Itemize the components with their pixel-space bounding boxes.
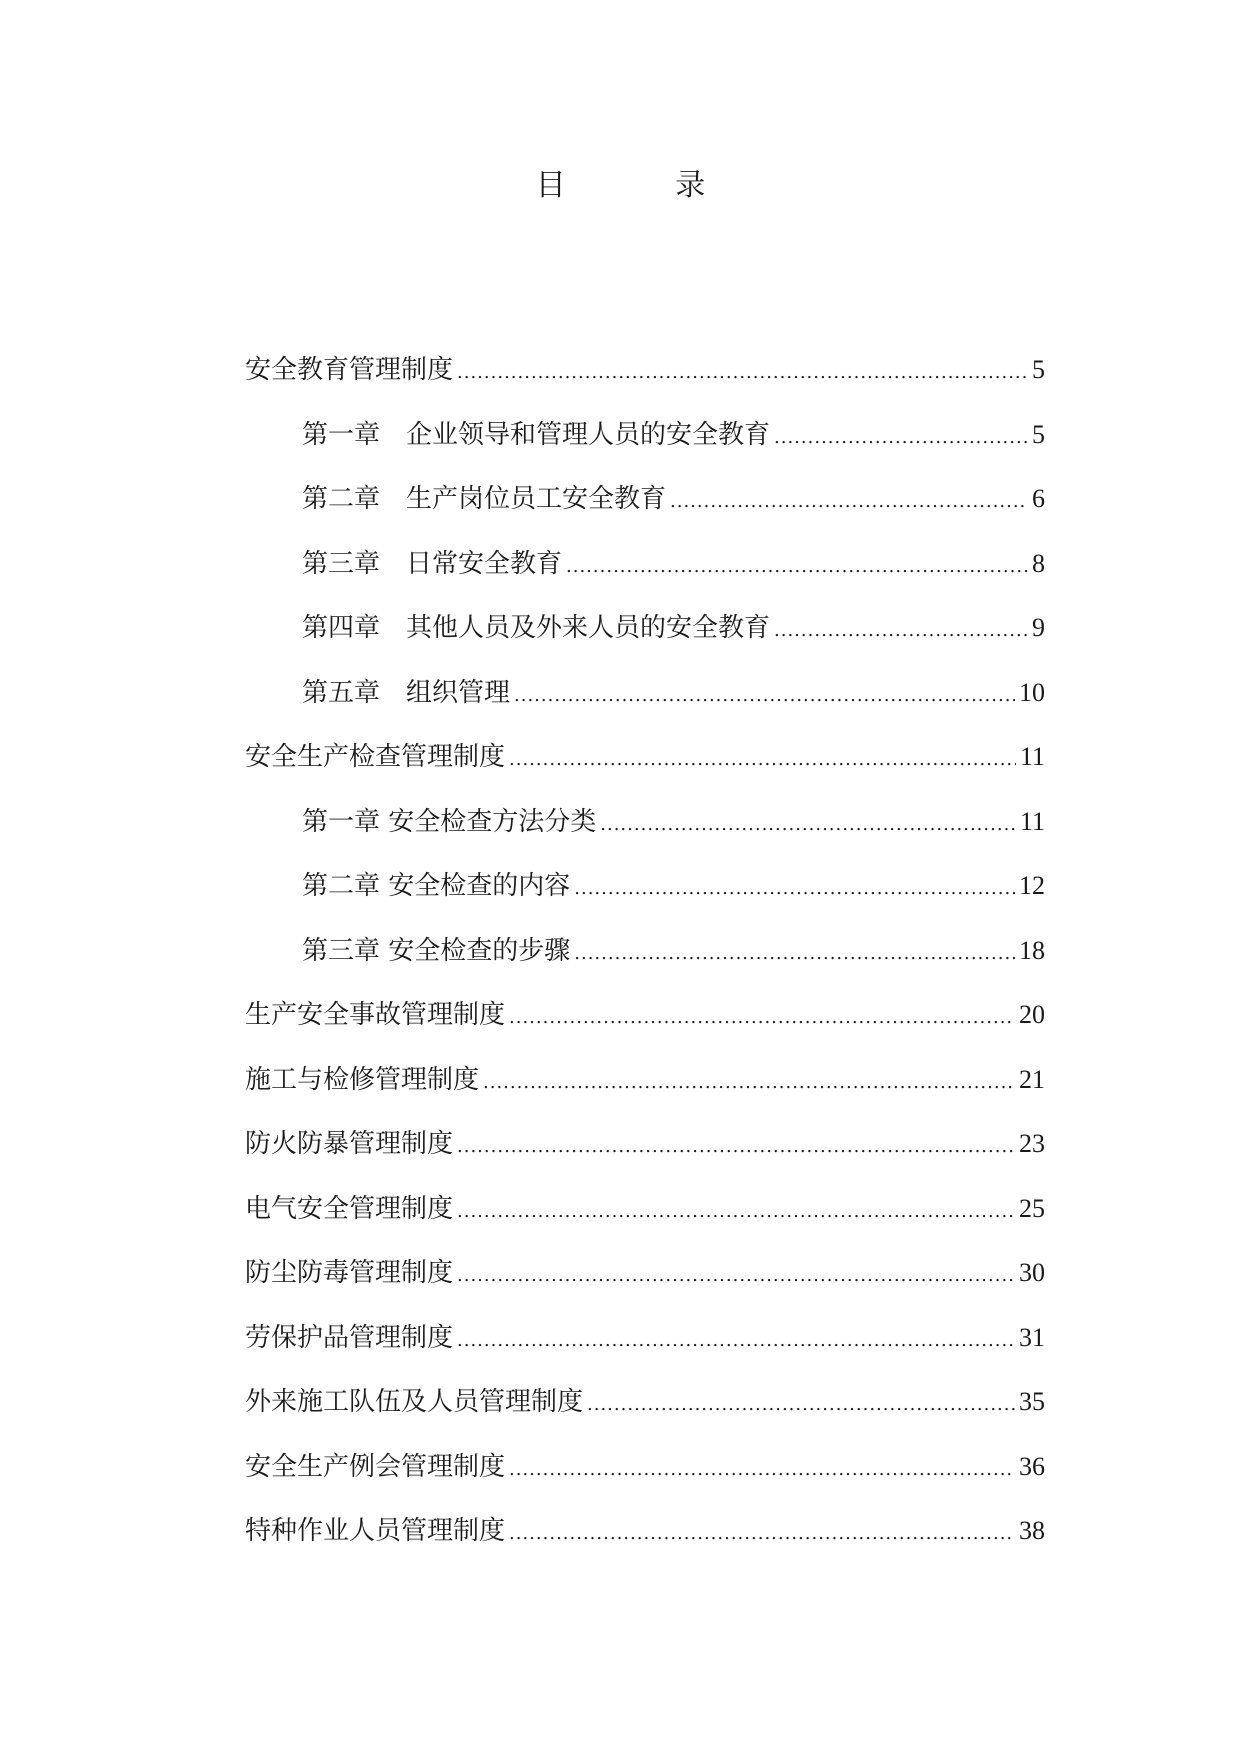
toc-entry-title: 防尘防毒管理制度 bbox=[245, 1258, 454, 1288]
toc-entry[interactable] bbox=[245, 1129, 1045, 1194]
dot-leader bbox=[600, 810, 1016, 840]
toc-entry-title: 安全生产检查管理制度 bbox=[245, 742, 506, 772]
toc-page-number: 9 bbox=[1032, 613, 1045, 642]
toc-entry-title: 生产安全事故管理制度 bbox=[245, 1000, 506, 1030]
toc-page-number: 35 bbox=[1019, 1387, 1045, 1416]
toc-entry-title: 第四章 其他人员及外来人员的安全教育 bbox=[302, 613, 771, 643]
page-title: 目 录 bbox=[535, 168, 756, 203]
toc-entry[interactable] bbox=[245, 871, 1045, 936]
toc-entry[interactable] bbox=[245, 613, 1045, 678]
toc-entry[interactable] bbox=[245, 1000, 1045, 1065]
toc-page-number: 31 bbox=[1019, 1322, 1045, 1352]
toc-entry-title: 外来施工队伍及人员管理制度 bbox=[245, 1387, 584, 1417]
toc-page-number: 38 bbox=[1019, 1516, 1045, 1545]
toc-entry[interactable] bbox=[245, 420, 1045, 485]
toc-entry[interactable] bbox=[245, 678, 1045, 743]
toc-entry-title: 第二章 生产岗位员工安全教育 bbox=[302, 484, 667, 514]
toc-entry[interactable] bbox=[245, 807, 1045, 872]
table-of-contents bbox=[245, 355, 1045, 1581]
dot-leader bbox=[457, 1261, 1015, 1291]
toc-entry-title: 第一章 安全检查方法分类 bbox=[302, 806, 597, 837]
dot-leader bbox=[457, 1326, 1015, 1356]
toc-entry-title: 第二章 安全检查的内容 bbox=[302, 871, 571, 901]
toc-entry[interactable] bbox=[245, 355, 1045, 420]
toc-page-number: 36 bbox=[1019, 1451, 1045, 1481]
toc-entry[interactable] bbox=[245, 1516, 1045, 1581]
dot-leader bbox=[509, 1455, 1015, 1485]
dot-leader bbox=[457, 358, 1028, 388]
toc-entry[interactable] bbox=[245, 1194, 1045, 1259]
dot-leader bbox=[574, 874, 1015, 904]
toc-entry-title: 第三章 安全检查的步骤 bbox=[302, 935, 571, 966]
toc-entry[interactable] bbox=[245, 484, 1045, 549]
toc-entry-title: 安全教育管理制度 bbox=[245, 355, 454, 385]
toc-entry-title: 第三章 日常安全教育 bbox=[302, 548, 563, 579]
toc-page-number: 11 bbox=[1019, 806, 1045, 836]
dot-leader bbox=[566, 552, 1028, 582]
dot-leader bbox=[670, 487, 1028, 517]
toc-entry[interactable] bbox=[245, 1065, 1045, 1130]
toc-page-number: 20 bbox=[1019, 1000, 1045, 1029]
toc-entry-title: 防火防暴管理制度 bbox=[245, 1129, 454, 1159]
toc-page-number: 23 bbox=[1019, 1129, 1045, 1158]
dot-leader bbox=[457, 1132, 1015, 1162]
toc-entry-title: 施工与检修管理制度 bbox=[245, 1064, 480, 1095]
toc-page-number: 30 bbox=[1019, 1258, 1045, 1287]
toc-page-number: 5 bbox=[1032, 419, 1045, 449]
dot-leader bbox=[774, 423, 1028, 453]
toc-entry-title: 劳保护品管理制度 bbox=[245, 1322, 454, 1353]
dot-leader bbox=[483, 1068, 1015, 1098]
toc-entry-title: 特种作业人员管理制度 bbox=[245, 1516, 506, 1546]
toc-entry[interactable] bbox=[245, 742, 1045, 807]
toc-page-number: 11 bbox=[1019, 742, 1045, 771]
toc-page-number: 8 bbox=[1032, 548, 1045, 578]
toc-page-number: 21 bbox=[1019, 1064, 1045, 1094]
toc-entry[interactable] bbox=[245, 549, 1045, 614]
toc-entry[interactable] bbox=[245, 1452, 1045, 1517]
dot-leader bbox=[587, 1390, 1015, 1420]
dot-leader bbox=[509, 1003, 1015, 1033]
toc-page-number: 25 bbox=[1019, 1193, 1045, 1223]
toc-entry[interactable] bbox=[245, 1387, 1045, 1452]
toc-entry[interactable] bbox=[245, 936, 1045, 1001]
toc-page-number: 6 bbox=[1032, 484, 1045, 513]
dot-leader bbox=[509, 745, 1016, 775]
toc-page-number: 18 bbox=[1019, 935, 1045, 965]
toc-entry-title: 第一章 企业领导和管理人员的安全教育 bbox=[302, 419, 771, 450]
dot-leader bbox=[509, 1519, 1015, 1549]
toc-entry-title: 安全生产例会管理制度 bbox=[245, 1451, 506, 1482]
toc-entry-title: 电气安全管理制度 bbox=[245, 1193, 454, 1224]
toc-page-number: 12 bbox=[1019, 871, 1045, 900]
toc-entry[interactable] bbox=[245, 1323, 1045, 1388]
toc-entry[interactable] bbox=[245, 1258, 1045, 1323]
toc-page-number: 5 bbox=[1032, 355, 1045, 384]
dot-leader bbox=[457, 1197, 1015, 1227]
dot-leader bbox=[514, 681, 1015, 711]
toc-entry-title: 第五章 组织管理 bbox=[302, 677, 511, 708]
dot-leader bbox=[774, 616, 1028, 646]
toc-page-number: 10 bbox=[1019, 677, 1045, 707]
dot-leader bbox=[574, 939, 1015, 969]
